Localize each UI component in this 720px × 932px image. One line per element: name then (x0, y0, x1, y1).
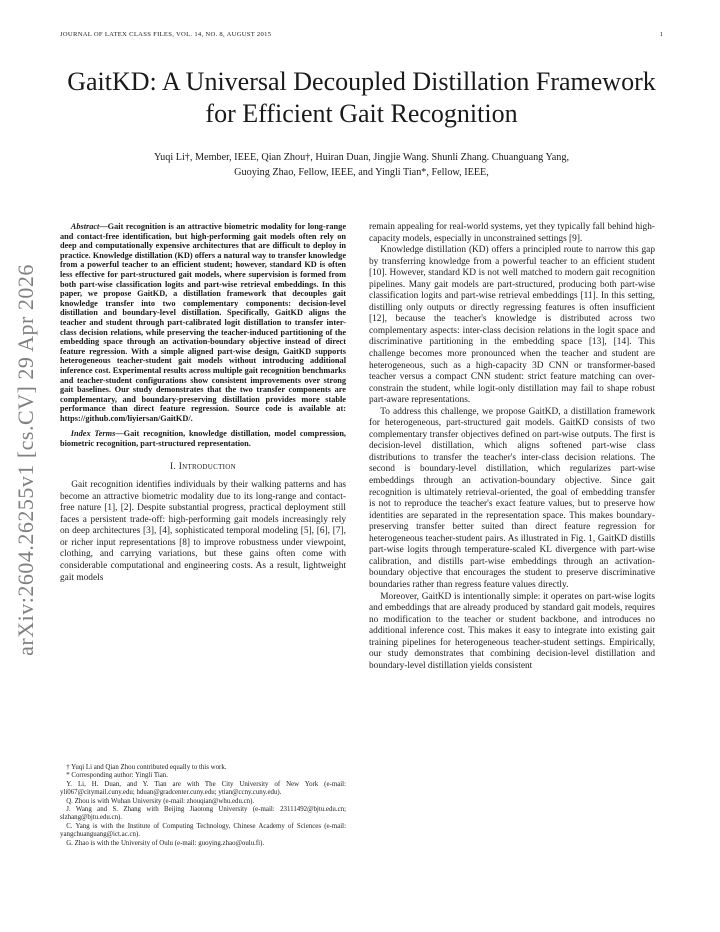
body-paragraph: remain appealing for real-world systems, yet they typically fall behind high-capacity models, especially in unconstrained settings [9]. (369, 222, 655, 244)
body-paragraph: To address this challenge, we propose GaitKD, a distillation framework for heterogeneous, part-structured gait models. GaitKD consists of two complementary transfer objectives defined on part-wise outputs. The first is decision-level distillation, which aligns softened part-wise class distributions to transfer the teacher's inter-class decision relations. The second is boundary-level distillation, which regularizes part-wise embeddings through an activation-boundary objective. Since gait recognition is ultimately retrieval-oriented, the goal of embedding transfer is not to reproduce the teacher's exact feature values, but to preserve how identities are separated in the representation space. This makes boundary-preserving transfer better suited than direct feature regression for heterogeneous teacher-student pairs. As illustrated in Fig. 1, GaitKD distills part-wise logits through temperature-scaled KL divergence with part-wise calibration, and distills part-wise embeddings through an activation-boundary objective that encourages the student to preserve discriminative boundaries rather than regress feature values directly. (369, 406, 655, 590)
footnote: Y. Li, H. Duan, and Y. Tian are with The City University of New York (e-mail: yli067@citymail.cuny.edu; hduan@gradcenter.cuny.edu; ytian@ccny.cuny.edu). (60, 780, 346, 797)
index-terms (60, 429, 346, 448)
right-column (369, 222, 655, 672)
arxiv-stamp-text: arXiv:2604.26255v1 [cs.CV] 29 Apr 2026 (13, 264, 38, 656)
footnote: G. Zhao is with the University of Oulu (e-mail: guoying.zhao@oulu.fi). (66, 839, 265, 847)
footnote: C. Yang is with the Institute of Computing Technology, Chinese Academy of Sciences (e-mail: yangchuanguang@ict.ac.cn). (60, 822, 346, 839)
abstract (60, 222, 346, 423)
index-terms-text: —Gait recognition, knowledge distillation, model compression, biometric recognition, part-structured representation. (60, 429, 347, 449)
footnote: * Corresponding author: Yingli Tian. (66, 772, 168, 780)
intro-paragraph: Gait recognition identifies individuals by their walking patterns and has become an attractive biometric modality due to its long-range and contact-free nature [1], [2]. Despite substantial progress, practical deployment still faces a persistent trade-off: high-performing gait models increasingly rely on deep architectures [3], [4], sophisticated temporal modeling [5], [6], [7], or richer input representations [8] to improve robustness under viewpoint, clothing, and carrying variations, but these gains often come with considerable computational and engineering costs. As a result, lightweight gait models (60, 480, 346, 583)
author-list (60, 150, 663, 180)
abstract-text: —Gait recognition is an attractive biometric modality for long-range and contact-free identification, but high-performing gait models often rely on deep and computationally expensive architectures that are difficult to deploy in practice. Knowledge distillation (KD) offers a natural way to transfer knowledge from a powerful teacher to an efficient student; however, standard KD is often less effective for part-structured gait models, where supervision is formed from both part-wise classification logits and part-wise retrieval embeddings. In this paper, we propose GaitKD, a distillation framework that decouples gait knowledge transfer into two complementary components: decision-level distillation and boundary-level distillation. Specifically, GaitKD aligns the teacher and student through part-calibrated logit distillation to transfer inter-class decision relations, while preserving the teacher-induced partitioning of the embedding space through an activation-boundary objective instead of direct feature regression. With a simple aligned part-wise design, GaitKD supports heterogeneous teacher-student gait models without introducing additional inference cost. Experimental results across multiple gait recognition benchmarks and teacher-student configurations show consistent improvements over strong gait baselines. Our study demonstrates that the two transfer components are complementary, and boundary-preserving distillation provides more stable performance than direct feature regression. Source code is available at: https://github.com/liyiersan/GaitKD/. (60, 222, 346, 423)
left-column (60, 222, 346, 584)
paper-title: GaitKD: A Universal Decoupled Distillation Framework for Efficient Gait Recognition (67, 67, 656, 128)
arxiv-stamp (12, 250, 40, 670)
footnote: J. Wang and S. Zhang with Beijing Jiaotong University (e-mail: 23111492@bjtu.edu.cn; slzhang@bjtu.edu.cn). (60, 806, 346, 822)
footnotes (60, 764, 346, 848)
running-header: JOURNAL OF LATEX CLASS FILES, VOL. 14, NO. 8, AUGUST 2015 (60, 31, 272, 38)
page-number: 1 (659, 31, 663, 38)
section-heading: I. Introduction (170, 461, 236, 472)
abstract-label: Abstract (70, 222, 100, 231)
author-line-1: Yuqi Li†, Member, IEEE, Qian Zhou†, Huiran Duan, Jingjie Wang. Shunli Zhang. Chuanguang Yang, (153, 152, 570, 163)
author-line-2: Guoying Zhao, Fellow, IEEE, and Yingli Tian*, Fellow, IEEE, (234, 167, 489, 178)
index-terms-label: Index Terms (70, 429, 116, 439)
footnote: Q. Zhou is with Wuhan University (e-mail: zhouqian@whu.edu.cn). (66, 797, 255, 805)
body-paragraph: Knowledge distillation (KD) offers a principled route to narrow this gap by transferring knowledge from a powerful teacher to an efficient student [10]. However, standard KD is not well matched to modern gait recognition pipelines. Many gait models are part-structured, producing both part-wise classification logits and part-wise retrieval embeddings [11]. In this setting, distilling only outputs or directly regressing features is often insufficient [12], because the teacher's knowledge is distributed across two complementary aspects: inter-class decision relations in the logit space and discriminative partitioning in the embedding space [13], [14]. This challenge becomes more pronounced when the teacher and student are heterogeneous, such as a high-capacity 3D CNN or transformer-based teacher versus a compact CNN student: strict feature matching can over-constrain the student, while logit-only distillation may fail to shape robust part-aware representations. (369, 245, 655, 406)
body-paragraph: Moreover, GaitKD is intentionally simple: it operates on part-wise logits and embeddings that are already produced by standard gait models, requires no modification to the teacher or student backbone, and introduces no additional inference cost. This makes it easy to integrate into existing gait training pipelines for heterogeneous teacher-student settings. Empirically, our study demonstrates that combining decision-level distillation and boundary-level distillation yields consistent (369, 591, 655, 671)
footnote: † Yuqi Li and Qian Zhou contributed equally to this work. (66, 764, 227, 771)
